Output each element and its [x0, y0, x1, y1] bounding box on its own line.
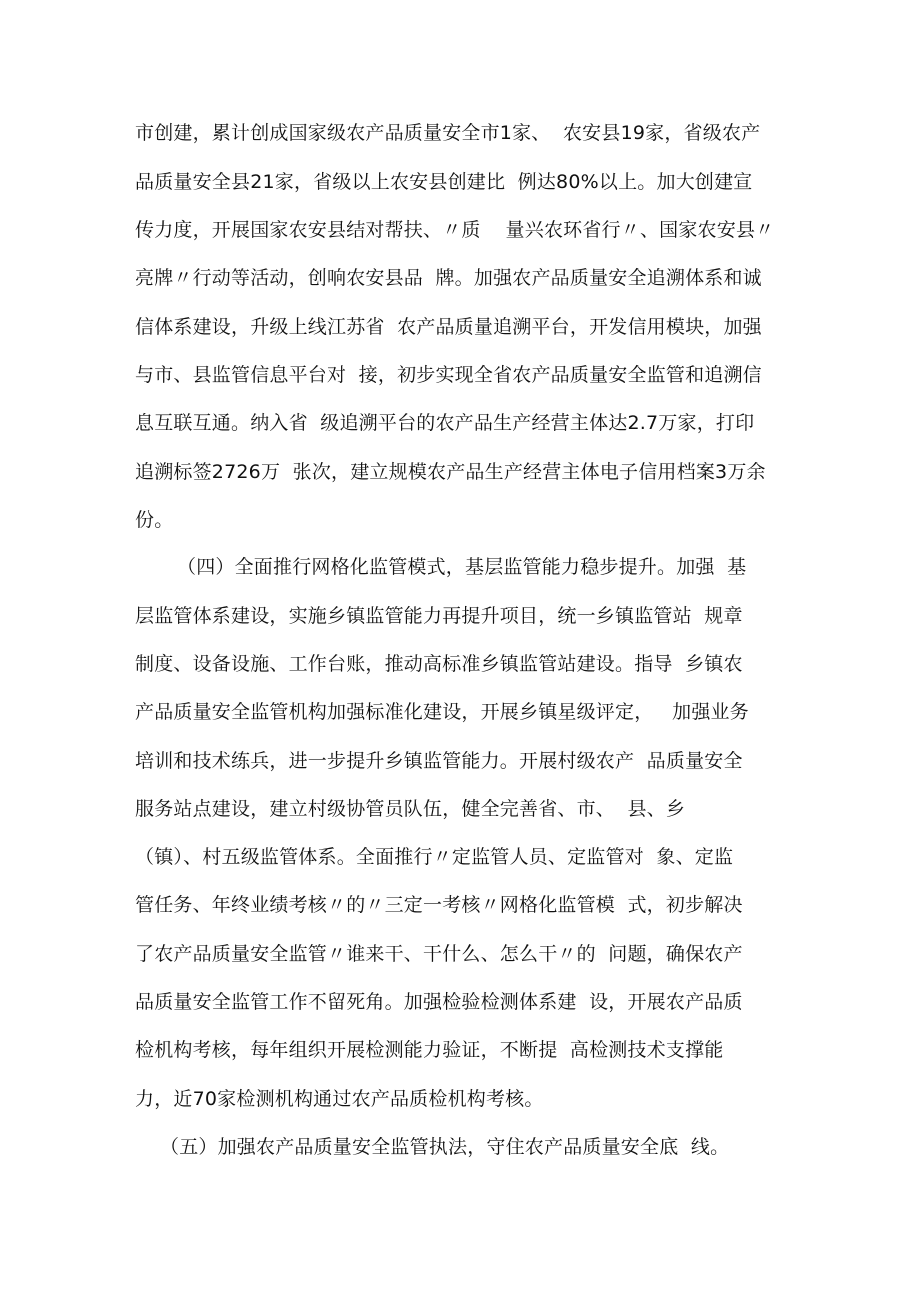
text-line: （五）加强农产品质量安全监管执法，守住农产品质量安全底 线。 — [160, 1136, 730, 1158]
text-line: 制度、设备设施、工作台账，推动高标准乡镇监管站建设。指导 乡镇农 — [135, 653, 743, 675]
text-line: （四）全面推行网格化监管模式，基层监管能力稳步提升。加强 基 — [177, 556, 747, 578]
text-line: 亮牌〃行动等活动，创响农安县品 牌。加强农产品质量安全追溯体系和诚 — [135, 267, 762, 289]
text-line: 产品质量安全监管机构加强标准化建设，开展乡镇星级评定， 加强业务 — [135, 701, 749, 723]
text-line: 传力度，开展国家农安县结对帮扶、〃质 量兴农环省行〃、国家农安县〃 — [135, 219, 775, 241]
text-line: 培训和技术练兵，进一步提升乡镇监管能力。开展村级农产 品质量安全 — [135, 750, 743, 772]
text-line: 力，近70家检测机构通过农产品质检机构考核。 — [135, 1088, 544, 1110]
text-line: 信体系建设，升级上线江苏省 农产品质量追溯平台，开发信用模块，加强 — [135, 316, 762, 338]
text-line: 管任务、年终业绩考核〃的〃三定一考核〃网格化监管模 式，初步解决 — [135, 894, 743, 916]
text-line: 份。 — [135, 509, 174, 531]
text-line: 服务站点建设，建立村级协管员队伍，健全完善省、市、 县、乡 — [135, 798, 686, 820]
text-line: 了农产品质量安全监管〃谁来干、干什么、怎么干〃的 问题，确保农产 — [135, 943, 743, 965]
text-line: 追溯标签2726万 张次，建立规模农产品生产经营主体电子信用档案3万余 — [135, 461, 766, 483]
text-line: 层监管体系建设，实施乡镇监管能力再提升项目，统一乡镇监管站 规章 — [135, 605, 743, 627]
text-line: 市创建，累计创成国家级农产品质量安全市1家、 农安县19家，省级农产 — [135, 122, 761, 144]
text-line: 息互联互通。纳入省 级追溯平台的农产品生产经营主体达2.7万家，打印 — [135, 412, 755, 434]
text-line: 与市、县监管信息平台对 接，初步实现全省农产品质量安全监管和追溯信 — [135, 364, 762, 386]
text-line: 品质量安全监管工作不留死角。加强检验检测体系建 设，开展农产品质 — [135, 991, 743, 1013]
text-line: 检机构考核，每年组织开展检测能力验证，不断提 高检测技术支撑能 — [135, 1039, 724, 1061]
text-line: （镇）、村五级监管体系。全面推行〃定监管人员、定监管对 象、定监 — [135, 846, 734, 868]
text-line: 品质量安全县21家，省级以上农安县创建比 例达80%以上。加大创建宣 — [135, 171, 753, 193]
